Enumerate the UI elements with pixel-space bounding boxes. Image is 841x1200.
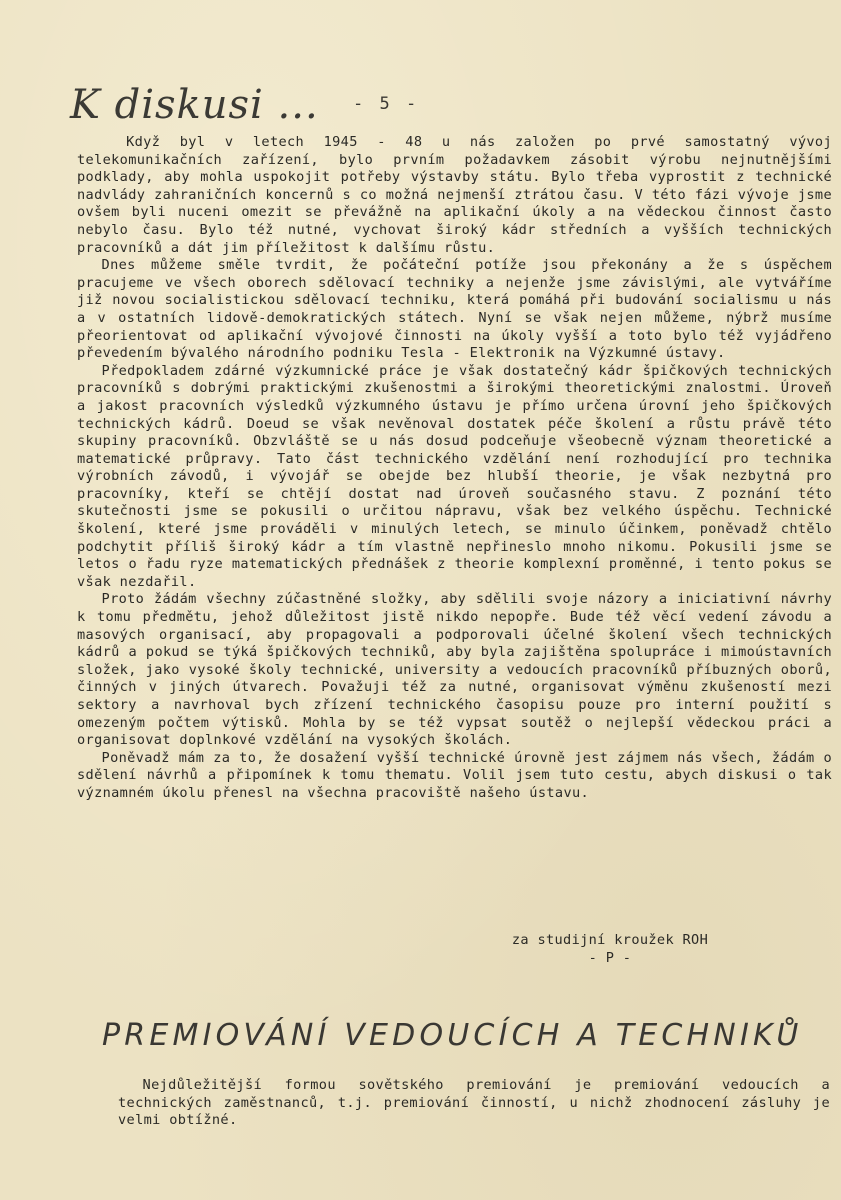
signature-line: za studijní kroužek ROH xyxy=(511,932,709,948)
signature-block xyxy=(480,932,740,967)
article-paragraph: Předpokladem zdárné výzkumnické práce je však dostatečný kádr špičkových technických pracovníků s dobrými praktickými zkušenostmi a širokými theoretickými znalostmi. Úroveň a jakost pracovních výsledků výzkumného ústavu je přímo určena úrovní jeho špičkových technických kádrů. Doeud se však nevěnoval dostatek péče školení a růstu právě této skupiny pracovníků. Obzvláště se u nás dosud podceňuje všeobecně význam theoretické a matematické průpravy. Tato část technického vzdělání není rozhodující pro technika výrobních závodů, i vývojář se obejde bez hlubší theorie, je však nezbytná pro pracovníky, kteří se chtějí dostat nad úroveň současného stavu. Z poznání této skutečnosti jsme se pokusili o určitou nápravu, však bez velkého úspěchu. Technické školení, které jsme prováděli v minulých letech, se minulo účinkem, poněvadž chtělo podchytit příliš široký kádr a tím vlastně nepřineslo mnoho nikomu. Pokusili jsme se letos o řadu ryze matematických přednášek z theorie komplexní proměnné, i tento pokus se však nezdařil. xyxy=(77,362,832,590)
article-paragraph: Když byl v letech 1945 - 48 u nás založen po prvé samostatný vývoj telekomunikačních zařízení, bylo prvním požadavkem zásobit výrobu nejnutnějšími podklady, aby mohla uspokojit potřeby výstavby státu. Bylo třeba vyprostit z technické nadvlády zahraničních koncernů s co možná nejmenší ztrátou času. V této fázi vývoje jsme ovšem byli nuceni omezit se převážně na aplikační úkoly a na vědeckou činnost často nebylo času. Bylo též nutné, vychovat široký kádr středních a vyšších technických pracovníků a dát jim příležitost k dalšímu růstu. xyxy=(77,134,832,256)
article-title: K diskusi ... xyxy=(70,82,319,128)
section-heading: PREMIOVÁNÍ VEDOUCÍCH A TECHNIKŮ xyxy=(102,1018,803,1053)
article-paragraph: Poněvadž mám za to, že dosažení vyšší technické úrovně jest zájmem nás všech, žádám o sdělení návrhů a připomínek k tomu thematu. Volil jsem tuto cestu, abych diskusi o tak významném úkolu přenesl na všechna pracoviště našeho ústavu. xyxy=(77,749,832,801)
page-number: - 5 - xyxy=(353,94,420,114)
signature-initial: - P - xyxy=(588,949,632,966)
article-body xyxy=(77,134,832,803)
section-body xyxy=(118,1077,830,1130)
article-paragraph: Proto žádám všechny zúčastněné složky, aby sdělili svoje názory a iniciativní návrhy k tomu předmětu, jehož důležitost jistě nikdo nepopře. Bude též věcí vedení závodu a masových organisací, aby propagovali a podporovali účelné školení všech technických kádrů a pokud se týká špičkových techniků, aby byla zajištěna spolupráce i mimoústavních složek, jako vysoké školy technické, university a vedoucích pracovníků příbuzných oborů, činných v jiných útvarech. Považuji též za nutné, organisovat výměnu zkušeností mezi sektory a navrhoval bych zřízení technického časopisu pouze pro interní použití s omezeným počtem výtisků. Mohla by se též vypsat soutěž o nejlepší vědeckou práci a organisovat doplnkové vzdělání na vysokých školách. xyxy=(77,591,832,749)
section-paragraph: Nejdůležitější formou sovětského premiování je premiování vedoucích a technických zaměstnanců, t.j. premiování činností, u nichž zhodnocení zásluhy je velmi obtížné. xyxy=(118,1077,830,1129)
article-paragraph: Dnes můžeme směle tvrdit, že počáteční potíže jsou překonány a že s úspěchem pracujeme ve všech oborech sdělovací techniky a nejenže jsme závislými, ale vytváříme již novou socialistickou sdělovací techniku, která pomáhá při budování socialismu u nás a v ostatních lidově-demokratických státech. Nyní se však nejen můžeme, nýbrž musíme přeorientovat od aplikační vývojové činnosti na úkoly vyšší a toto bylo též vyjádřeno převedením bývalého národního podniku Tesla - Elektronik na Výzkumné ústavy. xyxy=(77,257,832,362)
